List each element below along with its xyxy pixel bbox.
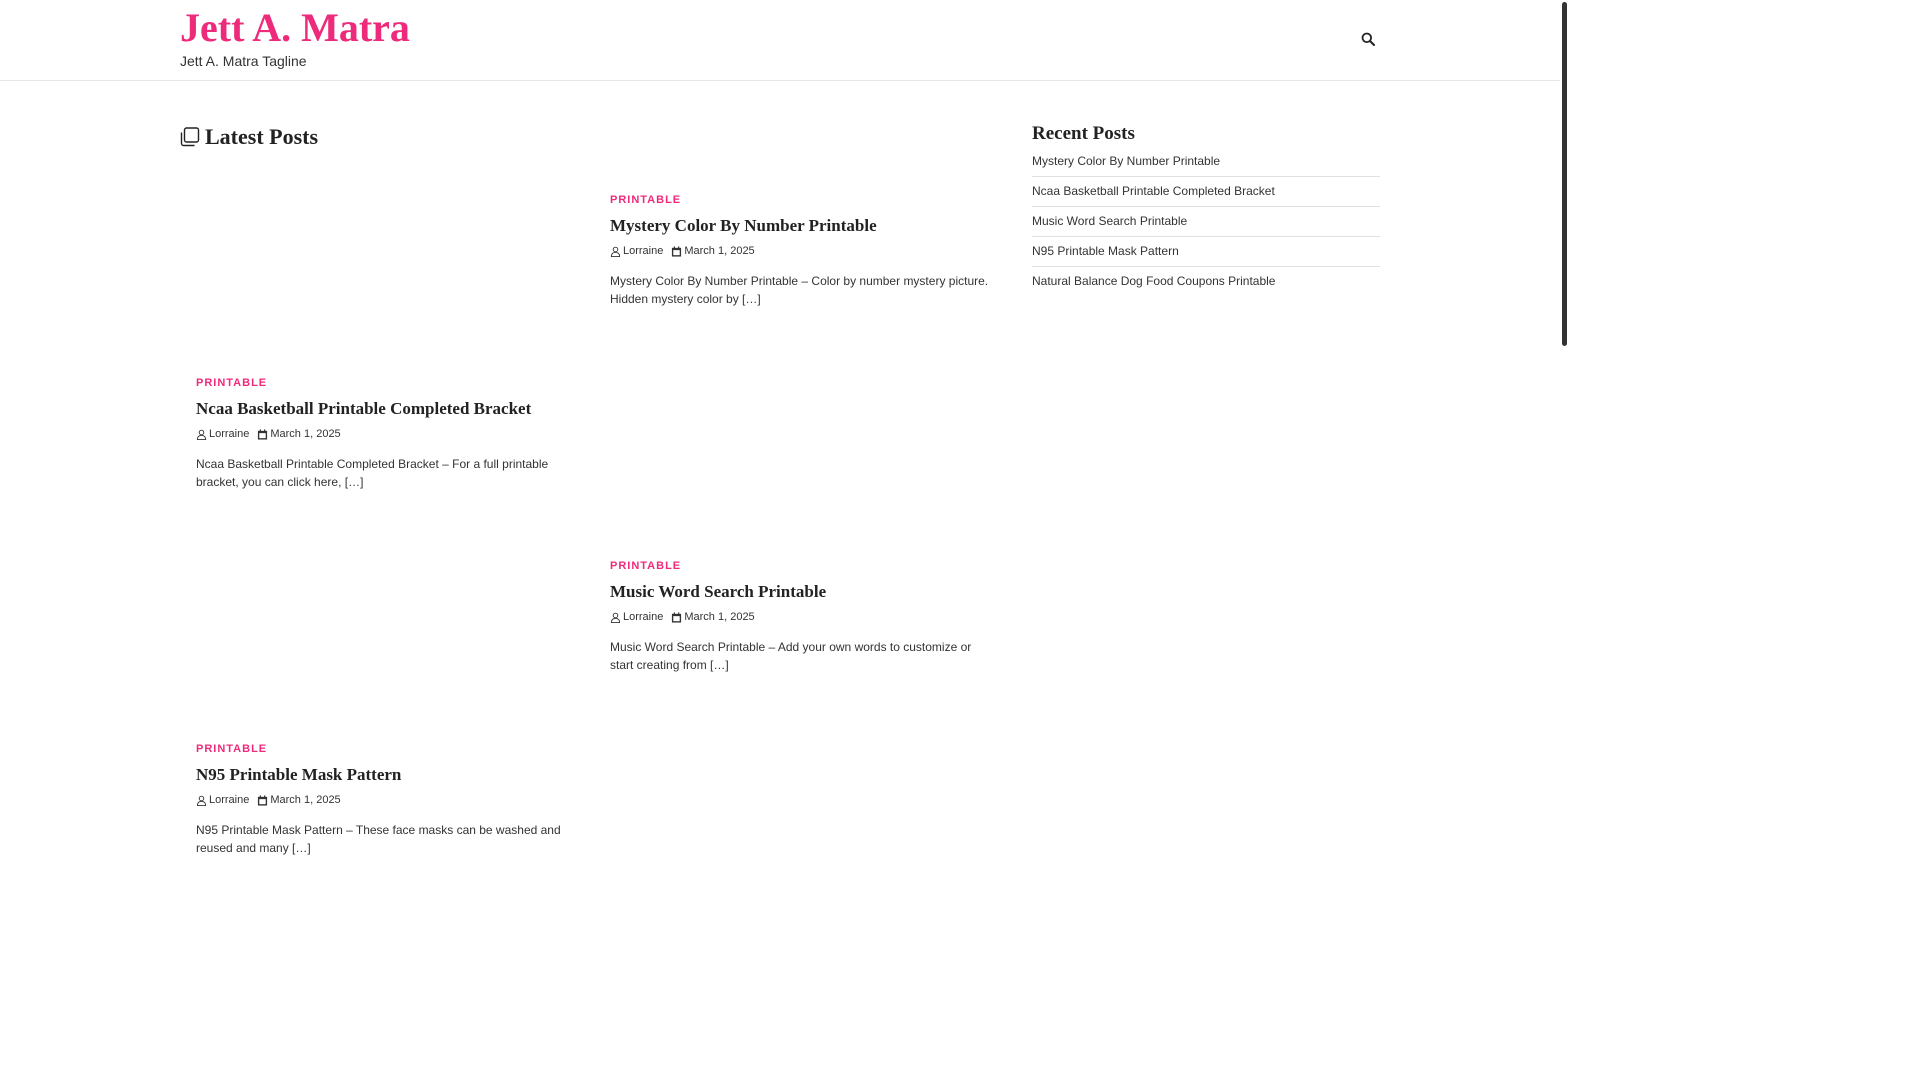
user-icon bbox=[610, 246, 621, 257]
user-icon bbox=[196, 429, 207, 440]
calendar-icon bbox=[257, 795, 268, 806]
post-date-link[interactable] bbox=[671, 611, 754, 623]
post-title-link[interactable]: Ncaa Basketball Printable Completed Bracket bbox=[196, 399, 532, 418]
post-author-link[interactable] bbox=[196, 428, 249, 440]
post-author-link[interactable] bbox=[610, 611, 663, 623]
post-title-link[interactable]: Music Word Search Printable bbox=[610, 582, 827, 601]
recent-post-link[interactable]: Music Word Search Printable bbox=[1032, 214, 1188, 228]
post-category-link[interactable]: PRINTABLE bbox=[196, 377, 268, 389]
calendar-icon bbox=[257, 429, 268, 440]
post-title-link[interactable]: N95 Printable Mask Pattern bbox=[196, 765, 402, 784]
section-heading bbox=[180, 124, 318, 150]
list-item bbox=[1032, 153, 1380, 177]
post-meta bbox=[610, 610, 990, 624]
recent-post-link[interactable]: Natural Balance Dog Food Coupons Printable bbox=[1032, 274, 1276, 288]
post-author-link[interactable] bbox=[196, 794, 249, 806]
sidebar-title: Recent Posts bbox=[1032, 123, 1135, 144]
post-excerpt: Ncaa Basketball Printable Completed Bracket – For a full printable bracket, you can click here, […] bbox=[196, 457, 549, 489]
stacked-pages-icon bbox=[180, 127, 200, 147]
recent-post-link[interactable]: Mystery Color By Number Printable bbox=[1032, 154, 1221, 168]
site-header bbox=[0, 0, 1560, 81]
post-title-link[interactable]: Mystery Color By Number Printable bbox=[610, 216, 877, 235]
section-title: Latest Posts bbox=[205, 124, 319, 149]
list-item bbox=[1032, 207, 1380, 237]
post-card bbox=[196, 742, 576, 857]
post-card bbox=[610, 193, 990, 308]
post-date: March 1, 2025 bbox=[270, 794, 341, 806]
post-author-link[interactable] bbox=[610, 245, 663, 257]
post-author: Lorraine bbox=[209, 428, 250, 440]
post-excerpt: Mystery Color By Number Printable – Color by number mystery picture. Hidden mystery color by […] bbox=[610, 274, 989, 306]
calendar-icon bbox=[671, 612, 682, 623]
post-meta bbox=[610, 244, 990, 258]
post-excerpt: N95 Printable Mask Pattern – These face masks can be washed and reused and many […] bbox=[196, 823, 561, 855]
post-category-link[interactable]: PRINTABLE bbox=[610, 194, 682, 206]
list-item bbox=[1032, 237, 1380, 267]
site-title[interactable]: Jett A. Matra bbox=[180, 5, 410, 50]
post-meta bbox=[196, 793, 576, 807]
post-meta bbox=[196, 427, 576, 441]
scrollbar-thumb[interactable] bbox=[1562, 2, 1567, 346]
post-category-link[interactable]: PRINTABLE bbox=[196, 743, 268, 755]
post-date: March 1, 2025 bbox=[270, 428, 341, 440]
search-icon bbox=[1361, 32, 1375, 46]
post-author: Lorraine bbox=[623, 245, 664, 257]
calendar-icon bbox=[671, 246, 682, 257]
post-card bbox=[610, 559, 990, 674]
post-date: March 1, 2025 bbox=[684, 611, 755, 623]
recent-post-link[interactable]: N95 Printable Mask Pattern bbox=[1032, 244, 1179, 258]
post-category-link[interactable]: PRINTABLE bbox=[610, 560, 682, 572]
post-author: Lorraine bbox=[209, 794, 250, 806]
post-date-link[interactable] bbox=[671, 245, 754, 257]
post-author: Lorraine bbox=[623, 611, 664, 623]
post-date-link[interactable] bbox=[257, 794, 340, 806]
recent-post-link[interactable]: Ncaa Basketball Printable Completed Bracket bbox=[1032, 184, 1275, 198]
list-item bbox=[1032, 177, 1380, 207]
post-date-link[interactable] bbox=[257, 428, 340, 440]
site-tagline: Jett A. Matra Tagline bbox=[180, 53, 307, 69]
search-button[interactable] bbox=[1358, 30, 1378, 50]
post-card bbox=[196, 376, 576, 491]
list-item bbox=[1032, 267, 1380, 296]
sidebar-recent-posts bbox=[1032, 122, 1380, 296]
user-icon bbox=[610, 612, 621, 623]
post-date: March 1, 2025 bbox=[684, 245, 755, 257]
post-excerpt: Music Word Search Printable – Add your own words to customize or start creating from […] bbox=[610, 640, 972, 672]
user-icon bbox=[196, 795, 207, 806]
recent-posts-list bbox=[1032, 153, 1380, 296]
